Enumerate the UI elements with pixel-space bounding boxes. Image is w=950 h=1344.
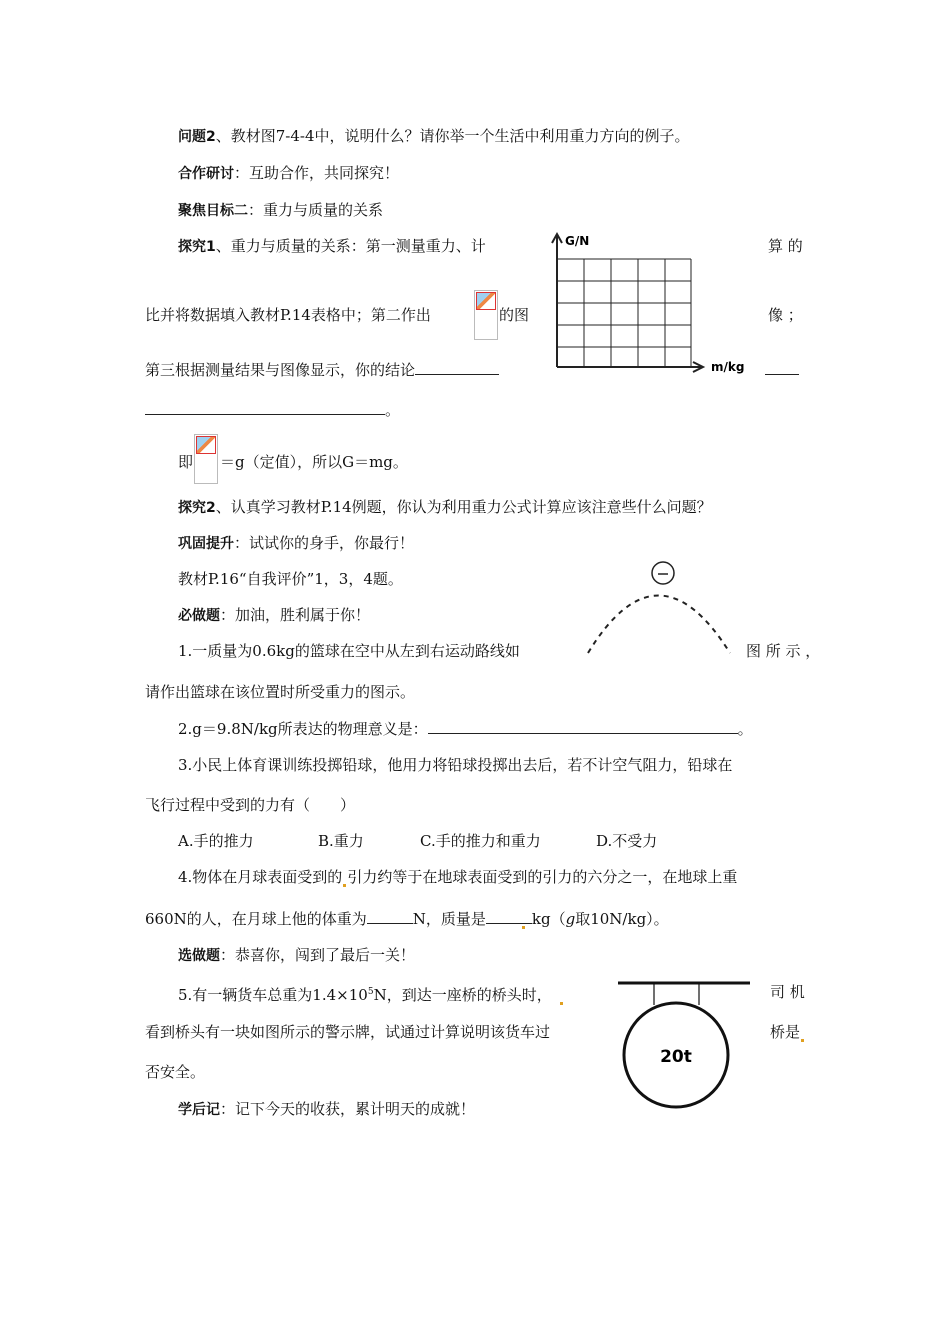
explore-1-line2-right: 像 ；: [768, 306, 803, 324]
problem-2-blank[interactable]: [428, 719, 738, 734]
optional-text: ：恭喜你，闯到了最后一关！: [220, 946, 416, 964]
problem-4-line2b: N，质量是: [412, 910, 486, 928]
conclusion-blank-2[interactable]: [145, 400, 385, 415]
problem-2-text: 2.g＝9.8N/kg所表达的物理意义是：: [178, 720, 428, 738]
problem-4-line2a: 660N的人，在月球上他的体重为: [145, 910, 367, 928]
consolidate-label: 巩固提升: [178, 536, 234, 552]
after-learning-line: [178, 1099, 475, 1120]
problem-5-line3: 否安全。: [145, 1063, 206, 1081]
explore-2-line: [178, 497, 712, 518]
goal-two-line: [178, 200, 383, 221]
explore-1-line3-text: 第三根据测量结果与图像显示，你的结论: [145, 361, 416, 379]
textbook-exercise: 教材P.16“自我评价”1，3，4题。: [178, 570, 403, 588]
problem-4-line1: [178, 867, 737, 887]
problem-5-line1-right: 司 机: [770, 983, 805, 1001]
conclusion-line-2: [145, 400, 400, 420]
cooperation-label: 合作研讨: [178, 166, 234, 182]
cooperation-line: [178, 163, 399, 184]
explore-2-label: 探究2: [178, 500, 216, 516]
weight-blank[interactable]: [367, 909, 413, 924]
conclusion-blank-right[interactable]: [765, 360, 799, 380]
cooperation-text: ：互助合作，共同探究！: [234, 164, 400, 182]
problem-5-line1a: 5.有一辆货车总重为1.4×10: [178, 986, 368, 1004]
sign-text: 20t: [660, 1047, 692, 1067]
problem-2: [178, 719, 753, 739]
problem-4-line1b: 引力约等于在地球表面受到的引力的六分之一，在地球上重: [347, 868, 738, 886]
question-2-text: 、教材图7-4-4中，说明什么？请你举一个生活中利用重力方向的例子。: [215, 127, 690, 145]
explore-1-text: 、重力与质量的关系：第一测量重力、计: [215, 237, 486, 255]
problem-1-right: 图 所 示 ，: [746, 642, 821, 660]
problem-5-line2-right: [770, 1022, 805, 1042]
y-axis-label: G/N: [565, 234, 590, 248]
problem-4-line2d: 取10N/kg）。: [575, 910, 669, 928]
graph-grid: [557, 259, 691, 367]
problem-3-option-a: A.手的推力: [178, 832, 254, 850]
goal-two-text: ：重力与质量的关系: [248, 201, 384, 219]
problem-3-option-d: D.不受力: [596, 832, 658, 850]
optional-label: 选做题: [178, 948, 220, 964]
explore-1-formula: ＝g（定值），所以G＝mg。: [220, 453, 408, 471]
problem-4-line1a: 4.物体在月球表面受到的: [178, 868, 343, 886]
ratio-image-placeholder: [194, 434, 218, 484]
explore-1-prefix: 即: [178, 453, 194, 471]
explore-1-line2: 比并将数据填入教材P.14表格中；第二作出: [145, 306, 431, 324]
explore-1-label: 探究1: [178, 239, 216, 255]
mark-dot: [801, 1039, 804, 1042]
problem-4-line2c: kg（: [531, 910, 566, 928]
conclusion-blank[interactable]: [415, 360, 499, 375]
after-learning-label: 学后记: [178, 1102, 220, 1118]
problem-5-line2-right-text: 桥是: [770, 1023, 801, 1041]
problem-1-text: 1.一质量为0.6kg的篮球在空中从左到右运动路线如: [178, 642, 520, 660]
conclusion-period: 。: [385, 401, 401, 419]
goal-two-label: 聚焦目标二: [178, 203, 248, 219]
basketball-trajectory-diagram: [580, 558, 740, 658]
question-2-label: 问题2: [178, 129, 216, 145]
after-learning-text: ：记下今天的收获，累计明天的成就！: [220, 1100, 476, 1118]
explore-1-line3: [145, 360, 499, 380]
bridge-weight-limit-sign: [610, 975, 760, 1115]
problem-5-line2: 看到桥头有一块如图所示的警示牌，试通过计算说明该货车过: [145, 1023, 551, 1041]
problem-3-option-c: C.手的推力和重力: [420, 832, 541, 850]
question-2: [178, 126, 690, 147]
picture-icon: [196, 436, 216, 454]
g-m-graph: [545, 230, 765, 380]
explore-1-line2-mid: 的图: [499, 306, 530, 324]
picture-icon: [476, 292, 496, 310]
explore-1-line1-right: 算 的: [768, 237, 803, 255]
formula-image-placeholder: [474, 290, 498, 340]
required-label: 必做题: [178, 608, 220, 624]
mark-dot: [560, 1002, 563, 1005]
problem-5-exponent: 5: [367, 987, 374, 997]
problem-1-line2: 请作出篮球在该位置时所受重力的图示。: [145, 683, 416, 701]
explore-2-text: 、认真学习教材P.14例题，你认为利用重力公式计算应该注意些什么问题？: [215, 498, 712, 516]
problem-3-line2: 飞行过程中受到的力有（ ）: [145, 796, 356, 814]
explore-1-line1: [178, 236, 486, 257]
problem-4-line2: [145, 909, 669, 929]
required-text: ：加油，胜利属于你！: [220, 606, 371, 624]
problem-3-option-b: B.重力: [318, 832, 364, 850]
problem-4-g: g: [565, 910, 576, 928]
consolidate-line: [178, 533, 414, 554]
problem-5-line1: [178, 982, 564, 1005]
trajectory-path: [588, 596, 730, 654]
required-line: [178, 605, 370, 626]
optional-line: [178, 945, 415, 966]
consolidate-text: ：试试你的身手，你最行！: [234, 534, 415, 552]
problem-5-line1b: N，到达一座桥的桥头时，: [373, 986, 552, 1004]
basketball: [652, 562, 674, 584]
problem-3-line1: 3.小民上体育课训练投掷铅球，他用力将铅球投掷出去后，若不计空气阻力，铅球在: [178, 756, 733, 774]
mark-dot: [343, 884, 346, 887]
x-axis-label: m/kg: [711, 360, 745, 374]
problem-2-end: 。: [737, 720, 753, 738]
mass-blank[interactable]: [486, 909, 532, 924]
